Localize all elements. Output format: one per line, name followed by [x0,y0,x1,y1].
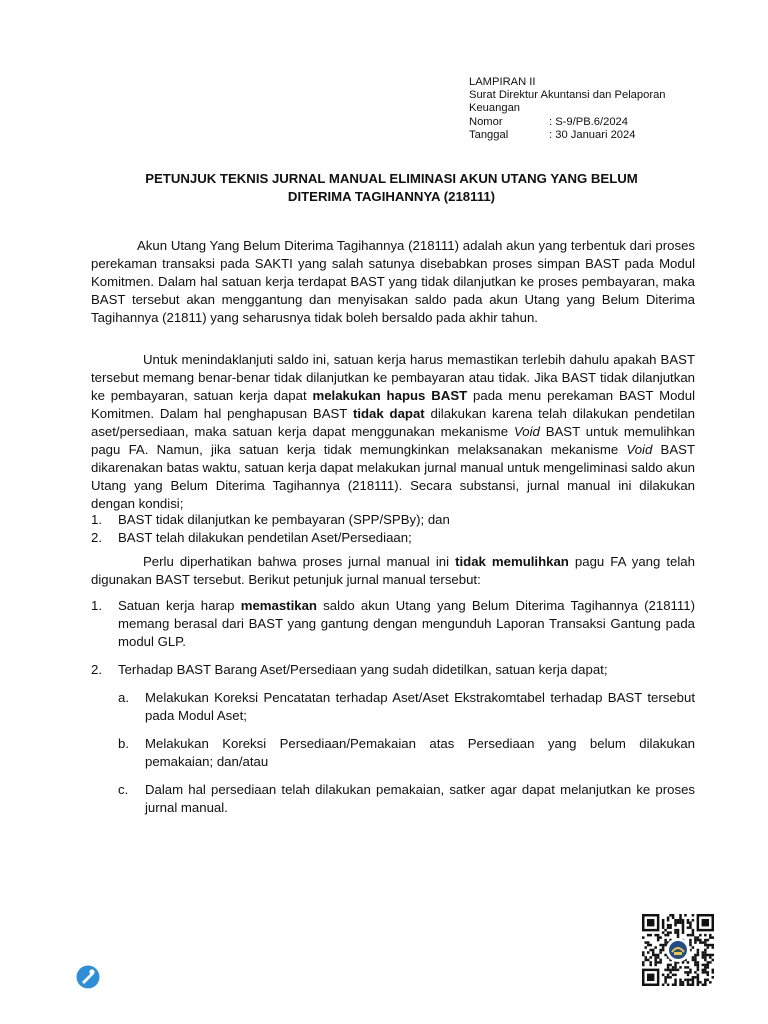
sub-list-item [118,735,695,771]
paragraph-2-italic-2: Void [626,442,653,457]
emblem-icon [666,938,690,962]
sub-list [118,689,695,817]
sub-item-letter: c. [118,782,129,797]
date-value: : 30 Januari 2024 [549,128,636,141]
number-value: : S-9/PB.6/2024 [549,115,628,128]
attachment-header [469,76,666,142]
steps-list [91,597,695,827]
step-text: Terhadap BAST Barang Aset/Persediaan yang sudah didetilkan, satuan kerja dapat; [118,662,608,677]
step-1 [91,597,695,651]
qr-code-icon [642,914,714,986]
paragraph-2-text-3: dilakukan karena telah dilakukan pendetilan aset/persediaan, maka satuan kerja dapat menggunakan mekanisme [91,406,695,439]
paragraph-2-text-4: BAST untuk memulihkan pagu FA. Namun, jika satuan kerja tidak memungkinkan melaksanakan mekanisme [91,424,695,457]
paragraph-3-text-1: Perlu diperhatikan bahwa proses jurnal manual ini [143,554,456,569]
list-item [91,511,695,529]
attachment-label: LAMPIRAN II [469,76,536,88]
list-item-text: BAST telah dilakukan pendetilan Aset/Persediaan; [118,530,412,545]
paragraph-2-text-2: pada menu perekaman BAST Modul Komitmen. Dalam hal penghapusan BAST [91,388,696,421]
step-1-text-2: saldo akun Utang yang Belum Diterima Tagihannya (218111) memang berasal dari BAST yang gantung dengan mengunduh Laporan Transaksi Gantung pada modul GLP. [118,598,695,649]
sub-item-letter: a. [118,690,129,705]
paragraph-2 [91,351,695,513]
paragraph-2-bold-1: melakukan hapus BAST [312,388,468,403]
step-text [118,597,695,651]
sub-item-text: Melakukan Koreksi Pencatatan terhadap Aset/Aset Ekstrakomtabel terhadap BAST tersebut pada Modul Aset; [145,690,695,723]
letter-source-line2: Keuangan [469,102,521,115]
document-title [90,170,693,206]
title-line2: DITERIMA TAGIHANNYA (218111) [287,189,496,204]
conditions-list [91,511,695,547]
list-item-number: 2. [91,530,102,545]
step-number: 1. [91,598,102,613]
step-1-text-1: Satuan kerja harap [118,598,241,613]
paragraph-2-text-5: BAST dikarenakan batas waktu, satuan kerja dapat melakukan jurnal manual untuk mengeliminasi saldo akun Utang yang Belum Diterima Tagihannya (218111). Secara substansi, jurnal manual ini dilakukan dengan kondisi; [91,442,695,511]
number-row [469,116,666,129]
letter-source-line1: Surat Direktur Akuntansi dan Pelaporan [469,89,666,102]
list-item-text: BAST tidak dilanjutkan ke pembayaran (SPP/SPBy); dan [118,512,450,527]
title-line1: PETUNJUK TEKNIS JURNAL MANUAL ELIMINASI AKUN UTANG YANG BELUM [145,171,638,186]
paragraph-3 [91,553,695,589]
date-label: Tanggal [469,128,509,141]
sub-list-item [118,781,695,817]
list-item-number: 1. [91,512,102,527]
pen-logo-icon [76,965,100,989]
paragraph-2-italic-1: Void [513,424,540,439]
paragraph-1: Akun Utang Yang Belum Diterima Tagihannya (218111) adalah akun yang terbentuk dari proses perekaman transaksi pada SAKTI yang salah satunya disebabkan proses simpan BAST pada Modul Komitmen. Dalam hal satuan kerja terdapat BAST yang tidak dilanjutkan ke proses pembayaran, maka BAST tersebut akan menggantung dan menyisakan saldo pada akun Utang yang Belum Diterima Tagihannya (21811) yang seharusnya tidak boleh bersaldo pada akhir tahun. [91,238,695,325]
list-item [91,529,695,547]
paragraph-2-text-1: Untuk menindaklanjuti saldo ini, satuan kerja harus memastikan terlebih dahulu apakah BAST tersebut memang benar-benar tidak dilanjutkan ke pembayaran atau tidak. Jika BAST tidak dilanjutkan ke pembayaran, satuan kerja dapat [91,352,695,403]
sub-item-letter: b. [118,736,129,751]
step-1-bold-1: memastikan [240,598,317,613]
date-row [469,129,666,142]
paragraph-3-text-2: pagu FA yang telah digunakan BAST tersebut. Berikut petunjuk jurnal manual tersebut: [91,554,695,587]
step-number: 2. [91,662,102,677]
sub-list-item [118,689,695,725]
sub-item-text: Dalam hal persediaan telah dilakukan pemakaian, satker agar dapat melanjutkan ke proses jurnal manual. [145,782,695,815]
step-2 [91,661,695,817]
sub-item-text: Melakukan Koreksi Persediaan/Pemakaian atas Persediaan yang belum dilakukan pemakaian; dan/atau [145,736,695,769]
number-label: Nomor [469,115,503,128]
paragraph-2-bold-2: tidak dapat [352,406,425,421]
paragraph-3-bold-1: tidak memulihkan [455,554,569,569]
